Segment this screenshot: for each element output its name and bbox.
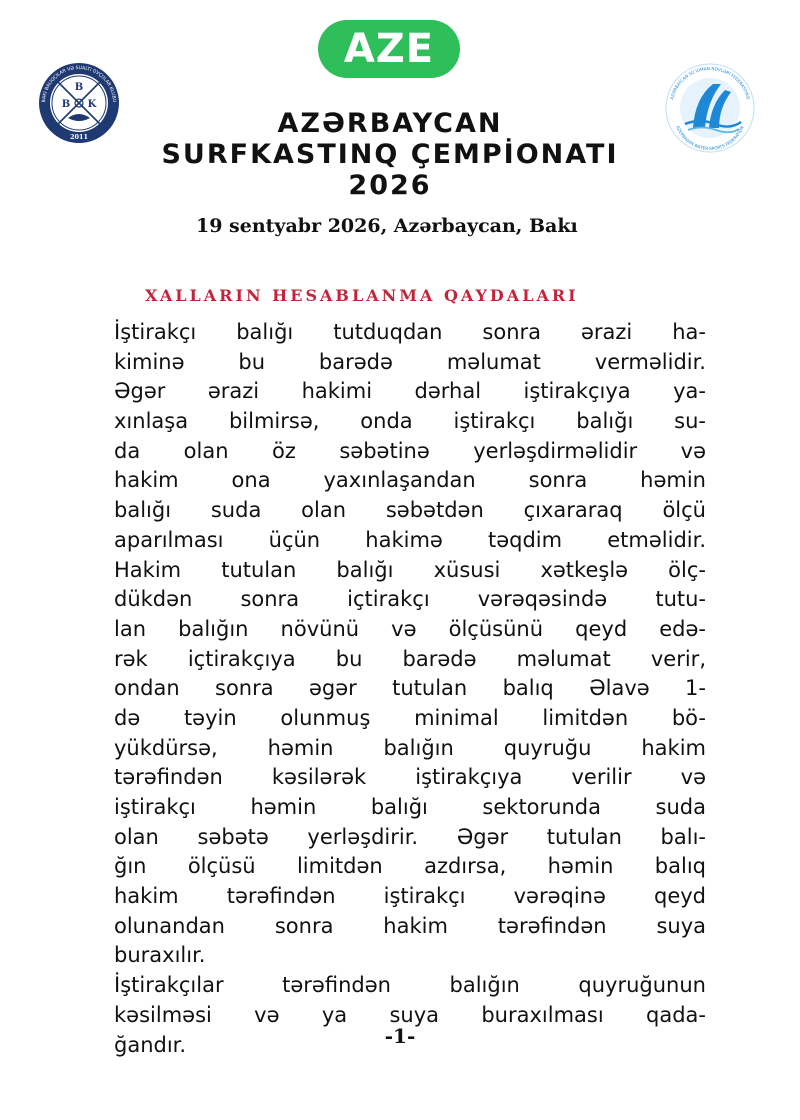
text-line: tərəfindən kəsilərək iştirakçıya verilir və bbox=[114, 765, 706, 790]
page-number: -1- bbox=[384, 1024, 416, 1048]
text-line: Əgər ərazi hakimi dərhal iştirakçıya ya- bbox=[114, 379, 706, 404]
text-line: da olan öz səbətinə yerləşdirməlidir və bbox=[114, 438, 706, 463]
federation-ring-bottom: AZERBAIJAN WATER SPORTS FEDERATION bbox=[675, 125, 745, 152]
text-line: iştirakçı həmin balığı sektorunda suda bbox=[114, 795, 706, 819]
title-line: 2026 bbox=[348, 170, 432, 201]
text-line: yükdürsə, həmin balığın quyruğu hakim bbox=[114, 735, 706, 760]
text-line: aparılması üçün hakimə təqdim etməlidir. bbox=[114, 527, 706, 552]
title-line: AZƏRBAYCAN bbox=[277, 108, 503, 139]
text-line: İştirakçı balığı tutduqdan sonra ərazi ha- bbox=[114, 320, 706, 344]
text-line: balığı suda olan səbətdən çıxararaq ölçü bbox=[114, 498, 706, 523]
seal-letter-left: B bbox=[61, 99, 71, 110]
text-line: olunandan sonra hakim tərəfindən suya bbox=[114, 913, 706, 938]
text-line: kiminə bu barədə məlumat verməlidir. bbox=[114, 349, 706, 374]
seal-letter-top: B bbox=[74, 82, 84, 93]
text-line: hakim tərəfindən iştirakçı vərəqinə qeyd bbox=[114, 884, 706, 909]
title-line: SURFKASTINQ ÇEMPİONATI bbox=[161, 139, 619, 170]
text-line: ğandır. bbox=[114, 1032, 187, 1057]
text-line: dükdən sonra içtirakçı vərəqəsində tutu- bbox=[114, 587, 706, 612]
text-line: lan balığın növünü və ölçüsünü qeyd edə- bbox=[114, 616, 706, 641]
text-line: kəsilməsi və ya suya buraxılması qada- bbox=[114, 1002, 706, 1027]
event-date-location: 19 sentyabr 2026, Azərbaycan, Bakı bbox=[196, 215, 578, 237]
seal-year: 2011 bbox=[69, 133, 89, 141]
section-heading: XALLARIN HESABLANMA QAYDALARI bbox=[145, 286, 579, 305]
seal-ring-text: BAKI BALIQÇILAR VƏ SUALTI OVÇULAR KLUBU bbox=[41, 65, 117, 103]
seal-letter-right: K bbox=[87, 99, 97, 110]
page-title bbox=[0, 108, 780, 201]
text-line: buraxılır. bbox=[114, 943, 206, 968]
text-line: xınlaşa bilmirsə, onda iştirakçı balığı su- bbox=[114, 409, 706, 434]
country-badge: AZE bbox=[318, 20, 460, 78]
text-line: Hakim tutulan balığı xüsusi xətkeşlə ölç- bbox=[114, 557, 706, 582]
federation-ring-top: AZƏRBAYCAN SU İDMAN NÖVLƏRİ FEDERASİYASI bbox=[669, 65, 751, 101]
rules-paragraph bbox=[114, 318, 706, 1060]
text-line: də təyin olunmuş minimal limitdən bö- bbox=[114, 705, 706, 730]
text-line: ğın ölçüsü limitdən azdırsa, həmin balıq bbox=[114, 854, 706, 879]
text-line: hakim ona yaxınlaşandan sonra həmin bbox=[114, 468, 706, 493]
text-line: olan səbətə yerləşdirir. Əgər tutulan balı- bbox=[114, 824, 706, 849]
text-line: ondan sonra əgər tutulan balıq Əlavə 1- bbox=[114, 676, 706, 701]
text-line: rək içtirakçıya bu barədə məlumat verir, bbox=[114, 646, 706, 671]
text-line: İştirakçılar tərəfindən balığın quyruğunun bbox=[114, 973, 706, 998]
